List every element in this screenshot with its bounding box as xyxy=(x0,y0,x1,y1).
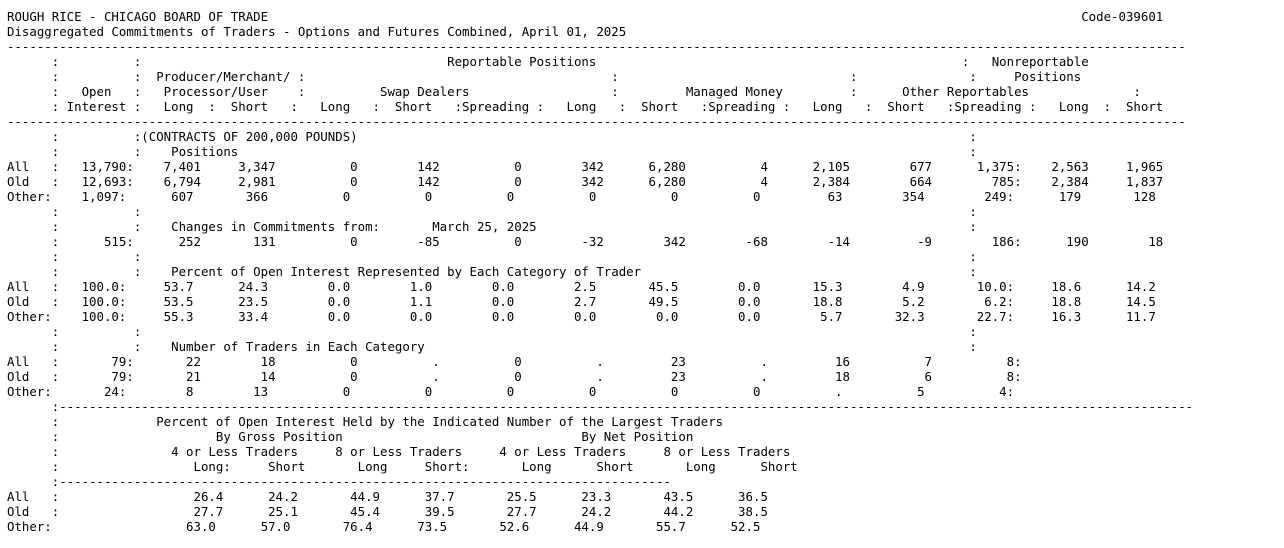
report-line: :-------------------------------------------------------------------------------------------------------------------------------------------------------- xyxy=(7,399,1194,414)
report-line: : : Positions : xyxy=(7,144,977,159)
report-line: : : Changes in Commitments from: March 25, 2025 : xyxy=(7,219,977,234)
report-line: Other: 1,097: 607 366 0 0 0 0 0 0 63 354 249: 179 128 xyxy=(7,189,1156,204)
report-line: Old : 100.0: 53.5 23.5 0.0 1.1 0.0 2.7 49.5 0.0 18.8 5.2 6.2: 18.8 14.5 xyxy=(7,294,1156,309)
report-line: Old : 79: 21 14 0 . 0 . 23 . 18 6 8: xyxy=(7,369,1022,384)
report-line: : : Producer/Merchant/ : : : : Positions xyxy=(7,69,1082,84)
report-line: :---------------------------------------------------------------------------------- xyxy=(7,474,671,489)
report-line: : : Number of Traders in Each Category : xyxy=(7,339,977,354)
report-line: : Long: Short Long Short: Long Short Long Short xyxy=(7,459,798,474)
report-line: All : 79: 22 18 0 . 0 . 23 . 16 7 8: xyxy=(7,354,1022,369)
report-line: : By Gross Position By Net Position xyxy=(7,429,694,444)
report-line: Other: 63.0 57.0 76.4 73.5 52.6 44.9 55.7 52.5 xyxy=(7,519,761,534)
report-line: : Open : Processor/User : Swap Dealers : Managed Money : Other Reportables : xyxy=(7,84,1141,99)
report-line: All : 26.4 24.2 44.9 37.7 25.5 23.3 43.5 36.5 xyxy=(7,489,768,504)
report-line: : : : xyxy=(7,324,977,339)
report-line: All : 13,790: 7,401 3,347 0 142 0 342 6,280 4 2,105 677 1,375: 2,563 1,965 xyxy=(7,159,1164,174)
report-line: : Interest : Long : Short : Long : Short :Spreading : Long : Short :Spreading : Long : Short :Spreading : Long : Short xyxy=(7,99,1164,114)
report-line: : 515: 252 131 0 -85 0 -32 342 -68 -14 -9 186: 190 18 xyxy=(7,234,1164,249)
report-line: ROUGH RICE - CHICAGO BOARD OF TRADE Code-039601 xyxy=(7,9,1164,24)
report-line: Disaggregated Commitments of Traders - Options and Futures Combined, April 01, 2025 xyxy=(7,24,627,39)
report-line: -------------------------------------------------------------------------------------------------------------------------------------------------------------- xyxy=(7,39,1186,54)
report-line: All : 100.0: 53.7 24.3 0.0 1.0 0.0 2.5 45.5 0.0 15.3 4.9 10.0: 18.6 14.2 xyxy=(7,279,1156,294)
report-line: : Percent of Open Interest Held by the Indicated Number of the Largest Traders xyxy=(7,414,724,429)
report-line: : : Reportable Positions : Nonreportable xyxy=(7,54,1089,69)
report-line: : 4 or Less Traders 8 or Less Traders 4 or Less Traders 8 or Less Traders xyxy=(7,444,791,459)
report-line: : : : xyxy=(7,249,977,264)
report-line: Other: 100.0: 55.3 33.4 0.0 0.0 0.0 0.0 0.0 0.0 5.7 32.3 22.7: 16.3 11.7 xyxy=(7,309,1156,324)
report-line: : :(CONTRACTS OF 200,000 POUNDS) : xyxy=(7,129,977,144)
report-line: Other: 24: 8 13 0 0 0 0 0 0 . 5 4: xyxy=(7,384,1015,399)
report-line: : : : xyxy=(7,204,977,219)
report-line: Old : 12,693: 6,794 2,981 0 142 0 342 6,280 4 2,384 664 785: 2,384 1,837 xyxy=(7,174,1164,189)
report-line: -------------------------------------------------------------------------------------------------------------------------------------------------------------- xyxy=(7,114,1186,129)
report-line: : : Percent of Open Interest Represented by Each Category of Trader : xyxy=(7,264,977,279)
report-line: Old : 27.7 25.1 45.4 39.5 27.7 24.2 44.2 38.5 xyxy=(7,504,768,519)
